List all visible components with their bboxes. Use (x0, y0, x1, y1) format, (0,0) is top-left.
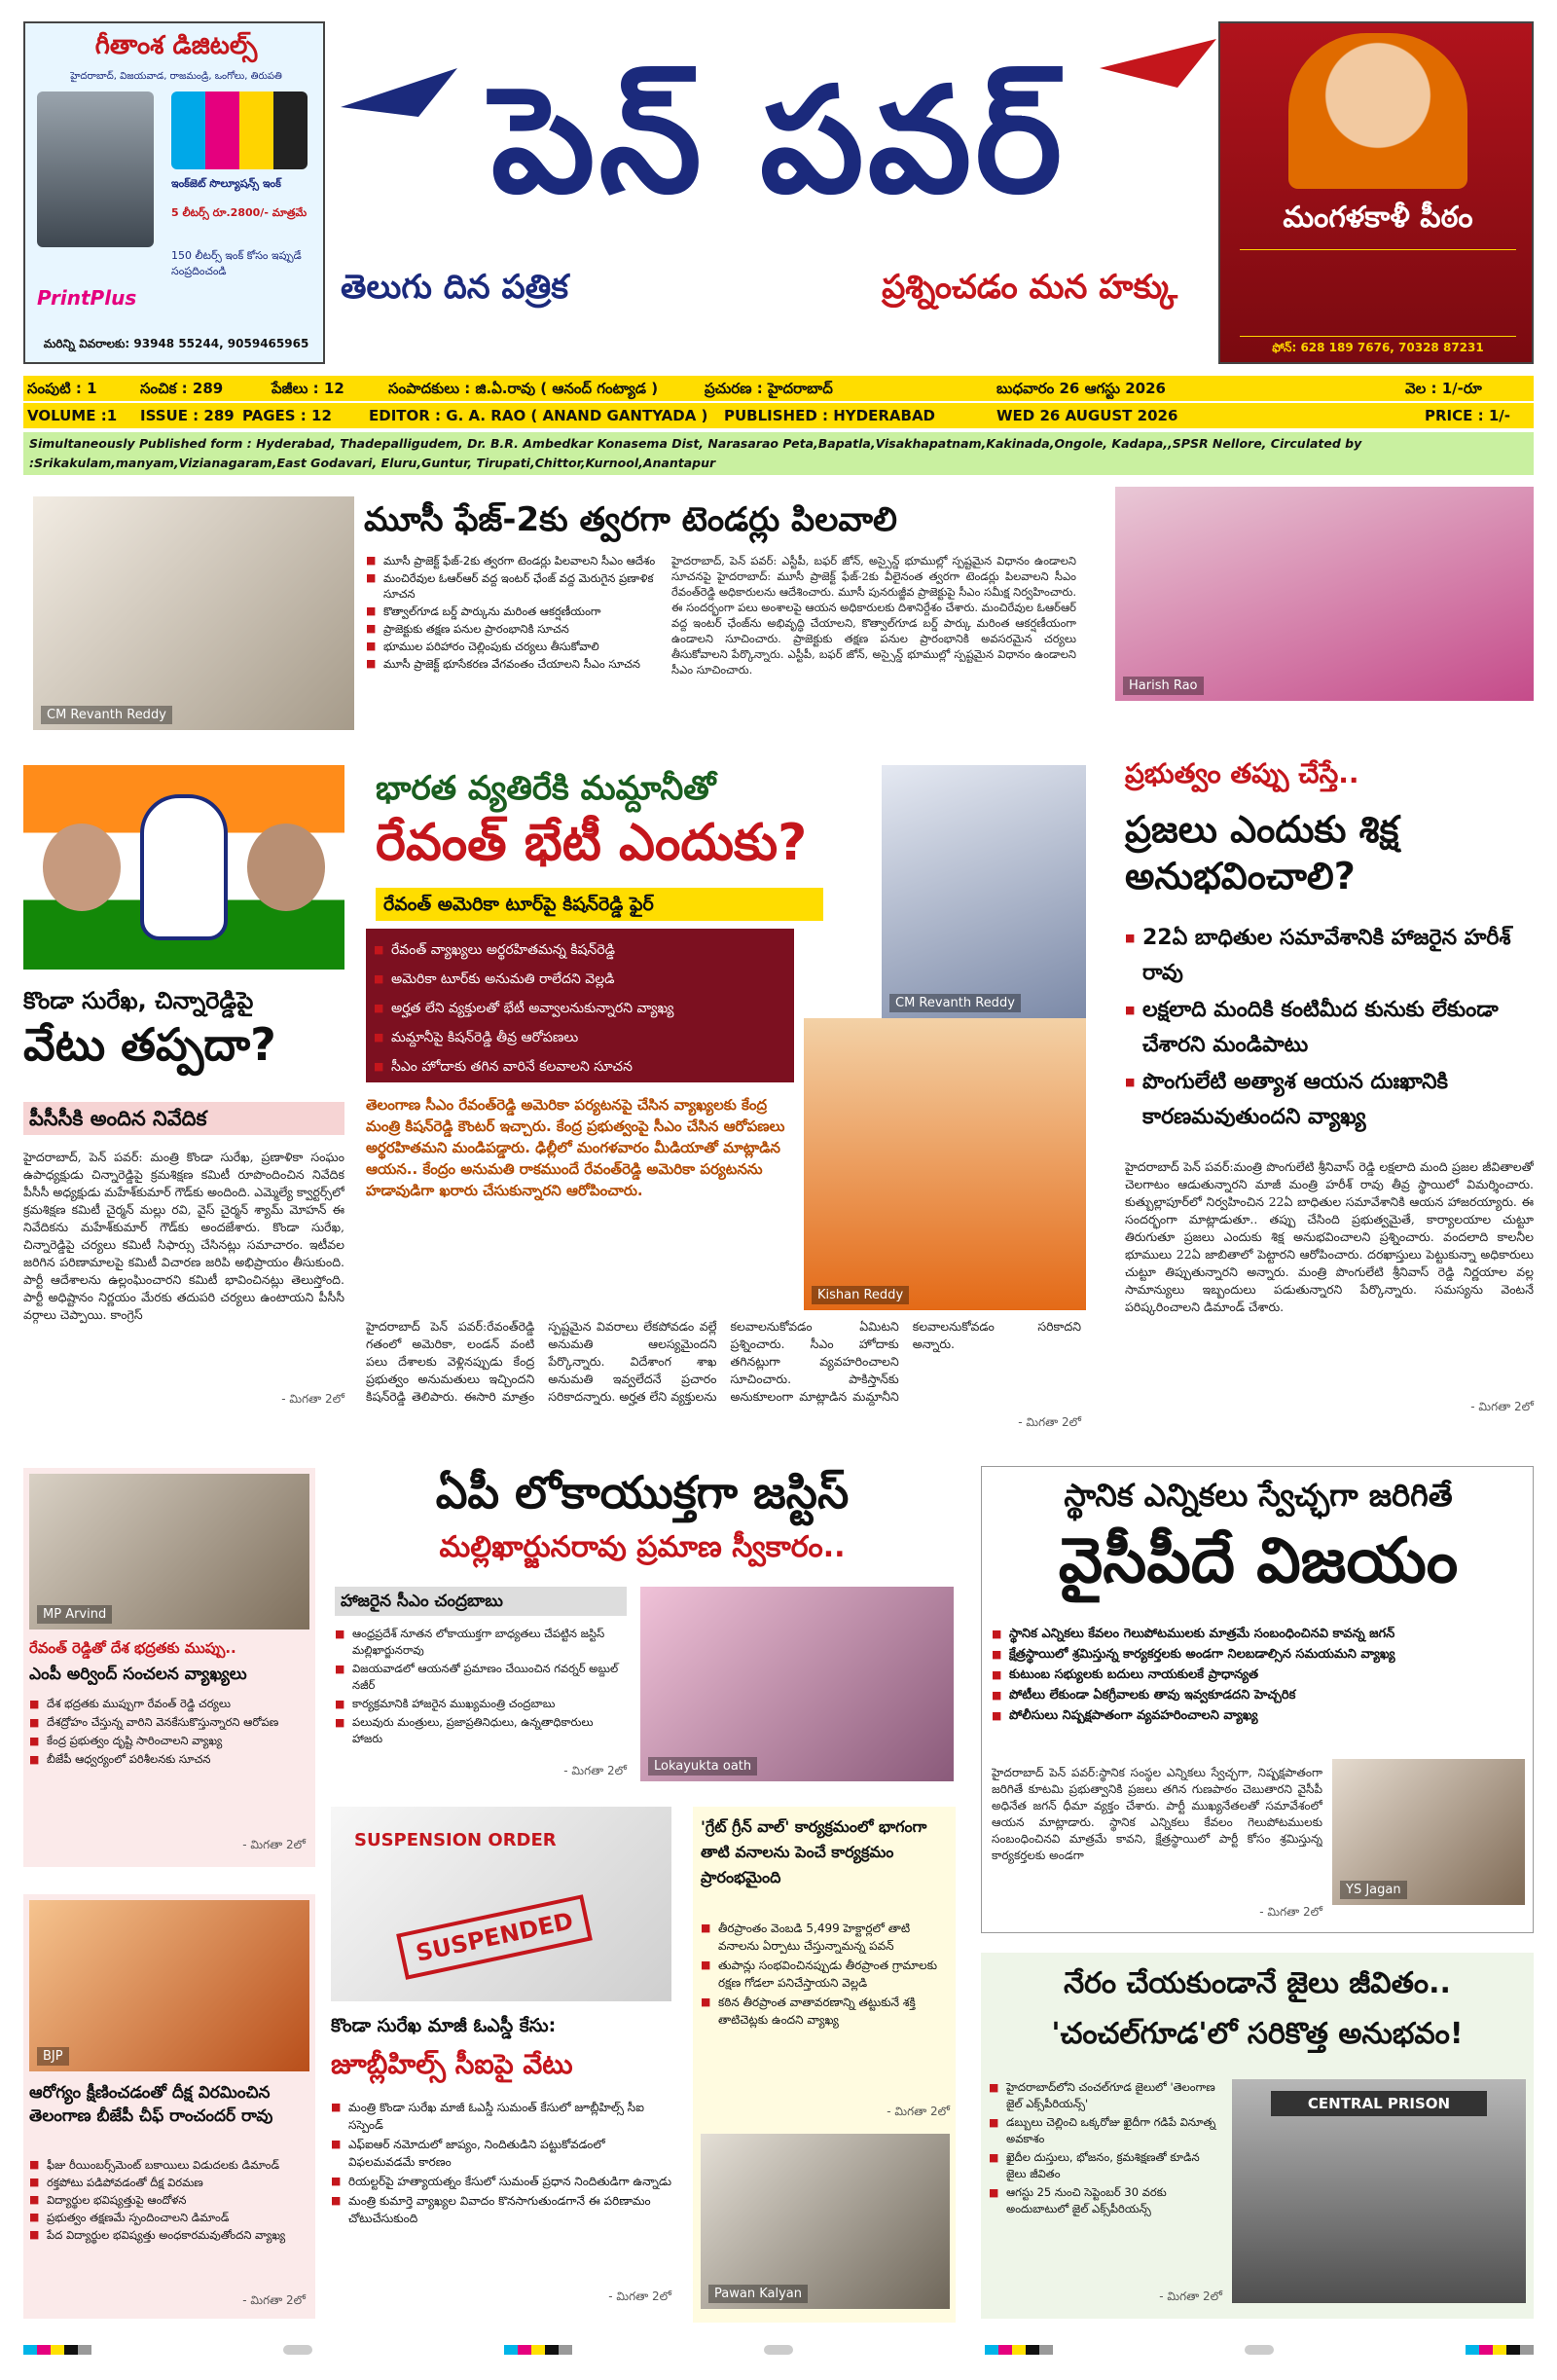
revanth-byline: - మిగతా 2లో (1018, 1415, 1081, 1429)
ycp-body: హైదరాబాద్ పెన్ పవర్:స్థానిక సంస్థల ఎన్నికలు స్వేచ్ఛగా, నిష్పక్షపాతంగా జరిగితే కూటమి ప్రభుత్వానికి ప్రజలు తగిన గుణపాఠం చెబుతారని వైసీపీ అధినేత జగన్ ధీమా వ్యక్తం చేశారు. పార్టీ ముఖ్యనేతలతో సమావేశంలో ఆయన మాట్లాడారు. స్థానిక ఎన్నికలు కేవలం గెలుపోటములకు సంబంధించినవి మాత్రమే కావని, క్షేత్రస్థాయిలో పార్టీ కోసం శ్రమిస్తున్న కార్యకర్తలకు అండగా (992, 1766, 1322, 1862)
revanth-lead: తెలంగాణ సీఎం రేవంత్‌రెడ్డి అమెరికా పర్యటనపై చేసిన వ్యాఖ్యలకు కేంద్ర మంత్రి కిషన్‌రెడ్డి కౌంటర్ ఇచ్చారు. కేంద్ర ప్రభుత్వంపై సీఎం చేసిన ఆరోపణలు అర్థరహితమని మండిపడ్డారు. ఢిల్లీలో మంగళవారం మీడియాతో మాట్లాడిన ఆయన.. కేంద్రం అనుమతి రాకముందే రేవంత్‌రెడ్డి అమెరికా పర్యటనను హడావుడిగా ఖరారు చేసుకున్నారని ఆరోపించారు. (366, 1096, 785, 1199)
konda-headline: వేటు తప్పదా? (23, 1018, 276, 1071)
ink-bottles-image (171, 92, 308, 169)
info-pages-en: PAGES : 12 (242, 407, 332, 424)
suspension-bullet: ■ మంత్రి కొండా సురేఖ మాజీ ఓఎస్డీ సుమంత్ కేసులో జూబ్లీహిల్స్ సీఐ సస్పెండ్ (331, 2099, 671, 2134)
harish-bullet: ■ 22ఏ బాధితుల సమావేశానికి హాజరైన హరీశ్ రావు (1125, 921, 1534, 991)
jail-bullet: ■ హైదరాబాద్‌లోని చంచల్‌గూడ జైలులో 'తెలంగాణ జైల్ ఎక్స్‌పీరియన్స్' (989, 2079, 1222, 2112)
jail-headline: నేరం చేయకుండానే జైలు జీవితం.. (1064, 1966, 1451, 2000)
lokayukta-tag: హాజరైన సీఎం చంద్రబాబు (335, 1587, 627, 1616)
lokayukta-bullet: ■ కార్యక్రమానికి హాజరైన ముఖ్యమంత్రి చంద్రబాబు (335, 1696, 627, 1712)
harish-bullets (1125, 921, 1534, 1137)
info-date-en: WED 26 AUGUST 2026 (996, 407, 1178, 424)
musi-bullet: ■ మంచిరేవుల ఓఆర్ఆర్ వద్ద ఇంటర్ ఛేంజ్ వద్ద మెరుగైన ప్రణాళిక సూచన (366, 570, 658, 602)
konda-surekha-photo (43, 824, 121, 911)
harish-bullet: ■ లక్షలాది మందికి కంటిమీద కునుకు లేకుండా చేశారని మండిపాటు (1125, 993, 1534, 1063)
suspension-kicker: కొండా సురేఖ మాజీ ఓఎస్డీ కేసు: (331, 2015, 557, 2036)
arvind-headline: ఎంపీ అర్వింద్ సంచలన వ్యాఖ్యలు (29, 1665, 247, 1684)
harish-bullet: ■ పొంగులేటి అత్యాశ ఆయన దుఃఖానికి కారణమవుతుందని వ్యాఖ్య (1125, 1065, 1534, 1135)
suspension-headline: జూబ్లీహిల్స్ సీఐపై వేటు (331, 2048, 573, 2080)
congress-hand-icon (140, 794, 228, 940)
story-ramchander (23, 1894, 315, 2319)
info-bar-telugu (23, 376, 1534, 401)
ad-right-phone: ఫోన్: 628 189 7676, 70328 87231 (1272, 341, 1484, 354)
story-musi (23, 487, 1084, 742)
info-issue-en: ISSUE : 289 (140, 407, 235, 424)
revanth-headline: రేవంత్ భేటీ ఎందుకు? (376, 814, 808, 872)
ad-right-title: మంగళకాళీ పీఠం (1283, 201, 1473, 235)
konda-byline: - మిగతా 2లో (281, 1392, 344, 1406)
colorbar-7 (1466, 2340, 1534, 2354)
story-suspension (331, 1807, 671, 2313)
central-prison-photo (1232, 2079, 1526, 2303)
ramchander-byline: - మిగతా 2లో (242, 2293, 306, 2307)
suspension-bullets (331, 2099, 671, 2229)
jail-bullets (989, 2079, 1222, 2219)
pawan-kalyan-photo: Pawan Kalyan (701, 2134, 950, 2309)
kishan-reddy-photo: Kishan Reddy (804, 1018, 1086, 1310)
musi-body: హైదరాబాద్, పెన్ పవర్: ఎస్టీపీ, బఫర్ జోన్, అస్సైన్డ్ భూముల్లో స్పష్టమైన విధానం ఉండాలని సూచనపై హైదరాబాద్: మూసీ ప్రాజెక్ట్ ఫేజ్-2కు వీలైనంత త్వరగా టెండర్లు పిలవాలని సీఎం రేవంత్‌రెడ్డి అధికారులను ఆదేశించారు. మూసీ పునరుజ్జీవ ప్రాజెక్టుపై సీఎం సమీక్ష నిర్వహించారు. ఈ సందర్భంగా పలు అంశాలపై ఆయన అధికారులకు దిశానిర్దేశం చేశారు. మంచిరేవుల ఓఆర్ఆర్ వద్ద ఇంటర్ ఛేంజ్‌ను అభివృద్ధి చేయాలని, కొత్వాల్‌గూడ బర్డ్ పార్కు మరింత ఆకర్షణీయంగా ఉండాలని సూచించారు. ప్రాజెక్టుకు తక్షణ పనుల ప్రారంభానికి అవసరమైన చర్యలు తీసుకోవాలని పేర్కొన్నారు. ఎస్టీపీ, బఫర్ జోన్, అస్సైన్డ్ భూముల్లో స్పష్టమైన విధానం ఉండాలని సీఎం సూచించారు. (671, 554, 1076, 677)
ramchander-bullet: ■ రక్తపోటు పడిపోవడంతో దీక్ష విరమణ (29, 2175, 311, 2190)
suspended-stamp: SUSPENDED (396, 1894, 593, 1980)
revanth-bullet-box (366, 929, 794, 1082)
revanth-bullet: ■ అర్హత లేని వ్యక్తులతో భేటీ అవ్వాలనుకున్నారని వ్యాఖ్య (374, 995, 786, 1022)
revanth-bullet: ■ మమ్దానీపై కిషన్‌రెడ్డి తీవ్ర ఆరోపణలు (374, 1024, 786, 1051)
info-issue-te: సంచిక : 289 (140, 380, 224, 397)
harish-kicker: ప్రభుత్వం తప్పు చేస్తే.. (1125, 757, 1359, 789)
ycp-bullet: ■ కుటుంబ సభ్యులకు బదులు నాయకులకే ప్రాధాన్యత (992, 1666, 1525, 1684)
lokayukta-bullet: ■ విజయవాడలో ఆయనతో ప్రమాణం చేయించిన గవర్నర్ అబ్దుల్ నజీర్ (335, 1661, 627, 1694)
ad-left-brand: PrintPlus (37, 286, 137, 310)
suspension-bullet: ■ మంత్రి కుమార్తె వ్యాఖ్యల వివాదం కొనసాగుతుండగానే ఈ పరిణామం చోటుచేసుకుంది (331, 2192, 671, 2227)
info-price-te: వెల : 1/-రూ (1405, 380, 1482, 397)
arvind-bullet: ■ కేంద్ర ప్రభుత్వం దృష్టి సారించాలని వ్యాఖ్య (29, 1733, 311, 1749)
story-lokayukta (331, 1466, 954, 1787)
musi-bullet: ■ ప్రాజెక్టుకు తక్షణ పనుల ప్రారంభానికి సూచన (366, 621, 658, 637)
colorbar-6 (1245, 2340, 1274, 2354)
harish-byline: - మిగతా 2లో (1470, 1400, 1534, 1413)
lokayukta-sub: మల్లిఖార్జునరావు ప్రమాణ స్వీకారం.. (439, 1530, 846, 1564)
lokayukta-bullet: ■ ఆంధ్రప్రదేశ్ నూతన లోకాయుక్తగా బాధ్యతలు చేపట్టిన జస్టిస్ మల్లిఖార్జునరావు (335, 1626, 627, 1659)
jail-bullet: ■ ఆగస్టు 25 నుంచి సెప్టెంబర్ 30 వరకు అందుబాటులో జైల్ ఎక్స్‌పీరియన్స్ (989, 2184, 1222, 2217)
suspension-order-photo (331, 1807, 671, 2001)
ad-left-name: గీతాంశ డిజిటల్స్ (94, 31, 258, 60)
ad-left-line1: ఇంక్‌జెట్ సొల్యూషన్స్ ఇంక్ (171, 177, 281, 190)
info-volume-te: సంపుటి : 1 (27, 380, 97, 397)
suspension-bullet: ■ రియల్టర్‌పై హత్యాయత్నం కేసులో సుమంత్ ప్రధాన నిందితుడిగా ఉన్నాడు (331, 2173, 671, 2190)
colorbar-3 (504, 2340, 572, 2354)
musi-bullets (366, 553, 658, 674)
jail-sub: 'చంచల్‌గూడ'లో సరికొత్త అనుభవం! (1051, 2017, 1464, 2051)
arvind-bullet: ■ బీజేపీ ఆధ్వర్యంలో పరిశీలనకు సూచన (29, 1751, 311, 1768)
lokayukta-bullet: ■ పలువురు మంత్రులు, ప్రజాప్రతినిధులు, ఉన్నతాధికారులు హాజరు (335, 1714, 627, 1747)
story-jail (981, 1953, 1534, 2319)
pawan-bullet: ■ కఠిన తీరప్రాంత వాతావరణాన్ని తట్టుకునే శక్తి తాటిచెట్లకు ఉందని వ్యాఖ్య (701, 1994, 950, 2029)
pawan-bullets (701, 1920, 950, 2031)
info-volume-en: VOLUME :1 (27, 407, 118, 424)
ycp-bullet: ■ క్షేత్రస్థాయిలో శ్రమిస్తున్న కార్యకర్తలకు అండగా నిలబడాల్సిన సమయమని వ్యాఖ్య (992, 1645, 1525, 1664)
ycp-bullet: ■ స్థానిక ఎన్నికలు కేవలం గెలుపోటములకు మాత్రమే సంబంధించినవి కావన్న జగన్ (992, 1625, 1525, 1643)
colorbar-5 (985, 2340, 1053, 2354)
ad-left-line2: 5 లీటర్స్ రూ.2800/- మాత్రమే (171, 206, 308, 219)
musi-bullet: ■ కొత్వాల్‌గూడ బర్డ్ పార్కును మరింత ఆకర్షణీయంగా (366, 604, 658, 619)
ycp-bullets (992, 1625, 1525, 1727)
ad-left-gitamsa-digitals[interactable] (23, 21, 325, 364)
colorbar-4 (764, 2340, 793, 2354)
konda-body: హైదరాబాద్, పెన్ పవర్: మంత్రి కొండా సురేఖ, ప్రణాళికా సంఘం ఉపాధ్యక్షుడు చిన్నారెడ్డిపై క్రమశిక్షణ కమిటీ రూపొందించిన నివేదిక పీసీసీ అధ్యక్షుడు మహేశ్‌కుమార్ గౌడ్‌కు అందింది. ఎమ్మెల్యే క్వార్టర్స్‌లో క్రమశిక్షణ కమిటీ చైర్మన్ మల్లు రవి, వైస్ చైర్మన్ శ్యామ్ మోహన్ ఈ నివేదికను మహేశ్‌కుమార్ గౌడ్‌కు అందజేశారు. కొండా సురేఖ, చిన్నారెడ్డిపై చర్యలు కమిటీ సిఫార్సు చేసినట్లు సమాచారం. ఇటీవల జరిగిన పరిణామాలపై కమిటీ విచారణ జరిపి అభిప్రాయం తీసుకుంది. పార్టీ ఆదేశాలను ఉల్లంఘించారని కమిటీ భావించినట్లు తెలుస్తోంది. పార్టీ అధిష్టానం నిర్ణయం మేరకు తదుపరి చర్యలు ఉంటాయని పీసీసీ వర్గాలు చెప్పాయి. కాంగ్రెస్ (23, 1150, 344, 1322)
info-editor-te: సంపాదకులు : జి.ఏ.రావు ( ఆనంద్ గంట్యాడ ) (388, 380, 659, 397)
lokayukta-bullets (335, 1626, 627, 1749)
ramchander-photo: BJP (29, 1900, 309, 2071)
suspension-byline: - మిగతా 2లో (608, 2289, 671, 2303)
revanth-bullet: ■ రేవంత్ వ్యాఖ్యలు అర్థరహితమన్న కిషన్‌రెడ్డి (374, 936, 786, 964)
lokayukta-oath-photo: Lokayukta oath (640, 1587, 954, 1781)
pawan-bullet: ■ తీరప్రాంతం వెంబడి 5,499 హెక్టార్లలో తాటి వనాలను ఏర్పాటు చేస్తున్నామన్న పవన్ (701, 1920, 950, 1955)
ycp-byline: - మిగతా 2లో (1259, 1905, 1322, 1919)
ramchander-headline: ఆరోగ్యం క్షీణించడంతో దీక్ష విరమించిన తెలంగాణ బీజేపీ చీఫ్ రాంచందర్ రావు (29, 2083, 273, 2126)
ramchander-bullet: ■ పేద విద్యార్థుల భవిష్యత్తు అంధకారమవుతోందని వ్యాఖ్య (29, 2227, 311, 2243)
musi-bullet: ■ మూసీ ప్రాజెక్ట్ ఫేజ్-2కు త్వరగా టెండర్లు పిలవాలని సీఎం ఆదేశం (366, 553, 658, 568)
masthead-logo (341, 29, 1216, 321)
colorbar-2 (283, 2340, 312, 2354)
ramchander-bullets (29, 2157, 311, 2245)
info-publication-te: ప్రచురణ : హైదరాబాద్ (705, 380, 833, 397)
congress-photo (23, 765, 344, 970)
info-date-te: బుధవారం 26 ఆగస్టు 2026 (996, 380, 1166, 397)
arvind-kicker: రేవంత్ రెడ్డితో దేశ భద్రతకు ముప్పు.. (29, 1639, 236, 1657)
info-pages-te: పేజీలు : 12 (272, 380, 344, 397)
harish-headline: ప్రజలు ఎందుకు శిక్ష అనుభవించాలి? (1125, 808, 1399, 897)
suspension-bullet: ■ ఎఫ్ఐఆర్ నమోదులో జాప్యం, నిందితుడిని పట్టుకోవడంలో విఫలమవడమే కారణం (331, 2136, 671, 2171)
revanth-portrait-photo: CM Revanth Reddy (882, 765, 1086, 1018)
ycp-bullet: ■ పోటీలు లేకుండా ఏకగ్రీవాలకు తావు ఇవ్వకూడదని హెచ్చరిక (992, 1686, 1525, 1704)
story-pawan (693, 1807, 956, 2323)
masthead-subtitle-right: ప్రశ్నించడం మన హక్కు (882, 268, 1177, 307)
ad-right-mangalakali-peetham[interactable] (1218, 21, 1534, 364)
pawan-byline: - మిగతా 2లో (887, 2105, 950, 2118)
musi-bullet: ■ మూసీ ప్రాజెక్ట్ భూసేకరణ వేగవంతం చేయాలని సీఎం సూచన (366, 656, 658, 672)
ad-left-line3: 150 లీటర్స్ ఇంక్ కోసం ఇప్పుడే సంప్రదించండి (171, 249, 302, 277)
revanth-sub: రేవంత్ అమెరికా టూర్‌పై కిషన్‌రెడ్డి ఫైర్ (376, 888, 823, 921)
pawan-headline: 'గ్రేట్ గ్రీన్ వాల్' కార్యక్రమంలో భాగంగా తాటి వనాలను పెంచే కార్యక్రమం ప్రారంభమైంది (701, 1817, 927, 1886)
suspension-order-heading: SUSPENSION ORDER (354, 1830, 557, 1850)
revanth-bullet: ■ సీఎం హోదాకు తగిన వారినే కలవాలని సూచన (374, 1053, 786, 1080)
printer-image (37, 92, 154, 247)
story-revanth (366, 765, 1086, 1437)
jail-byline: - మిగతా 2లో (1159, 2289, 1222, 2303)
print-color-bars (23, 2340, 1534, 2354)
jagan-photo: YS Jagan (1332, 1759, 1525, 1905)
revanth-kicker: భారత వ్యతిరేకి మమ్దానీతో (376, 769, 716, 808)
arvind-byline: - మిగతా 2లో (242, 1838, 306, 1851)
jail-bullet: ■ డబ్బులు చెల్లించి ఒక్కరోజు ఖైదీగా గడిపే వినూత్న అవకాశం (989, 2114, 1222, 2147)
revanth-body: హైదరాబాద్ పెన్ పవర్:రేవంత్‌రెడ్డి గతంలో అమెరికా, లండన్ వంటి పలు దేశాలకు వెళ్లినప్పుడు కేంద్ర ప్రభుత్వం అనుమతులు ఇచ్చిందని కిషన్‌రెడ్డి తెలిపారు. ఈసారి మాత్రం స్పష్టమైన వివరాలు లేకపోవడం వల్లే అనుమతి ఆలస్యమైందని పేర్కొన్నారు. విదేశాంగ శాఖ అనుమతి ఇవ్వలేదనే ప్రచారం సరికాదన్నారు. అర్హత లేని వ్యక్తులను కలవాలనుకోవడం ఏమిటని ప్రశ్నించారు. సీఎం హోదాకు తగినట్లుగా వ్యవహరించాలని సూచించారు. పాకిస్తాన్‌కు అనుకూలంగా మాట్లాడిన మమ్దానీని కలవాలనుకోవడం సరికాదని అన్నారు. (366, 1319, 1081, 1404)
arvind-bullet: ■ దేశద్రోహం చేస్తున్న వారిని వెనకేసుకొస్తున్నారని ఆరోపణ (29, 1714, 311, 1731)
ad-right-details (1240, 249, 1516, 337)
arvind-bullet: ■ దేశ భద్రతకు ముప్పుగా రేవంత్ రెడ్డి చర్యలు (29, 1696, 311, 1712)
chinnareddy-photo (247, 824, 325, 911)
ramchander-bullet: ■ ప్రభుత్వం తక్షణమే స్పందించాలని డిమాండ్ (29, 2210, 311, 2225)
prison-sign: CENTRAL PRISON (1271, 2091, 1487, 2116)
ramchander-bullet: ■ ఫీజు రీయింబర్స్‌మెంట్ బకాయిలు విడుదలకు డిమాండ్ (29, 2157, 311, 2173)
revanth-bullet: ■ అమెరికా టూర్‌కు అనుమతి రాలేదని వెల్లడి (374, 966, 786, 993)
story-konda (23, 765, 344, 1419)
konda-sub: పీసీసీకి అందిన నివేదిక (23, 1102, 344, 1135)
masthead-title: పెన్ పవర్ (490, 56, 1067, 226)
ycp-kicker: స్థానిక ఎన్నికలు స్వేచ్ఛగా జరిగితే (1064, 1477, 1453, 1514)
story-harish (1115, 750, 1534, 1431)
swamiji-photo (1288, 33, 1467, 189)
konda-kicker: కొండా సురేఖ, చిన్నారెడ్డిపై (23, 987, 254, 1014)
ad-left-tagline: హైదరాబాద్, విజయవాడ, రాజమండ్రి, ఒంగోలు, తిరుపతి (70, 71, 282, 82)
info-editor-en: EDITOR : G. A. RAO ( ANAND GANTYADA ) (369, 407, 708, 424)
musi-bullet: ■ భూముల పరిహారం చెల్లింపుకు చర్యలు తీసుకోవాలి (366, 639, 658, 654)
ycp-bullet: ■ పోలీసులు నిష్పక్షపాతంగా వ్యవహరించాలని వ్యాఖ్య (992, 1706, 1525, 1725)
lokayukta-headline: ఏపీ లోకాయుక్తగా జస్టిస్ (435, 1466, 850, 1519)
ycp-headline: వైసీపీదే విజయం (1058, 1525, 1459, 1597)
jail-bullet: ■ ఖైదీల దుస్తులు, భోజనం, క్రమశిక్షణతో కూడిన జైలు జీవితం (989, 2149, 1222, 2182)
info-price-en: PRICE : 1/- (1425, 407, 1510, 424)
colorbar-1 (23, 2340, 91, 2354)
harish-rao-photo: Harish Rao (1115, 487, 1534, 701)
simultaneous-strip: Simultaneously Published form : Hyderabad, Thadepalligudem, Dr. B.R. Ambedkar Konasema Dist, Narasarao Peta,Bapatla,Visakhapatnam,Kakinada,Ongole, Kadapa,,SPSR Nellore, Circulated by :Srikakulam,manyam,Vizianagaram,East Godavari, Eluru,Guntur, Tirupati,Chittor,Kurnool,Anantapur (23, 432, 1534, 475)
story-ycp (981, 1466, 1534, 1933)
info-published-en: PUBLISHED : HYDERABAD (724, 407, 936, 424)
arvind-bullets (29, 1696, 311, 1770)
story-arvind (23, 1468, 315, 1867)
ramchander-bullet: ■ విద్యార్థుల భవిష్యత్తుపై ఆందోళన (29, 2192, 311, 2208)
masthead-subtitle-left: తెలుగు దిన పత్రిక (341, 268, 568, 307)
harish-body: హైదరాబాద్ పెన్ పవర్:మంత్రి పొంగులేటి శ్రీనివాస్ రెడ్డి లక్షలాది మంది ప్రజల జీవితాలతో చెలగాటం ఆడుతున్నారని మాజీ మంత్రి హరీశ్ రావు తీవ్ర స్థాయిలో విమర్శించారు. కుత్బుల్లాపూర్‌లో నిర్వహించిన 22ఏ బాధితుల సమావేశానికి ఆయన హాజరయ్యారు. ఈ సందర్భంగా మాట్లాడుతూ.. తప్పు చేసింది ప్రభుత్వమైతే, కార్యాలయాల చుట్టూ తిరుగుతూ ప్రజలు ఎందుకు శిక్ష అనుభవించాలని ప్రశ్నించారు. వందలాది కాలనీల భూములు 22ఏ జాబితాలో పెట్టారని ఆరోపించారు. దరఖాస్తులు పెట్టుకున్నా అధికారులు చుట్టూ తిప్పుతున్నారని అన్నారు. మంత్రి పొంగులేటి శ్రీనివాస్ రెడ్డి నిర్ణయాల వల్ల సామాన్యులు ఇబ్బందులు పడుతున్నారని పేర్కొన్నారు. సమస్యను వెంటనే పరిష్కరించాలని డిమాండ్ చేశారు. (1125, 1159, 1534, 1314)
musi-headline: మూసీ ఫేజ్-2కు త్వరగా టెండర్లు పిలవాలి (364, 500, 897, 539)
ad-left-phone: మరిన్ని వివరాలకు: 93948 55244, 9059465965 (43, 337, 309, 350)
lokayukta-byline: - మిగతా 2లో (563, 1764, 627, 1777)
arvind-revanth-photo: MP Arvind (29, 1474, 309, 1629)
pawan-bullet: ■ తుపాన్లు సంభవించినప్పుడు తీరప్రాంత గ్రామాలకు రక్షణ గోడలా పనిచేస్తాయని వెల్లడి (701, 1957, 950, 1992)
revanth-meeting-photo: CM Revanth Reddy (33, 496, 354, 730)
info-bar-english (23, 403, 1534, 428)
